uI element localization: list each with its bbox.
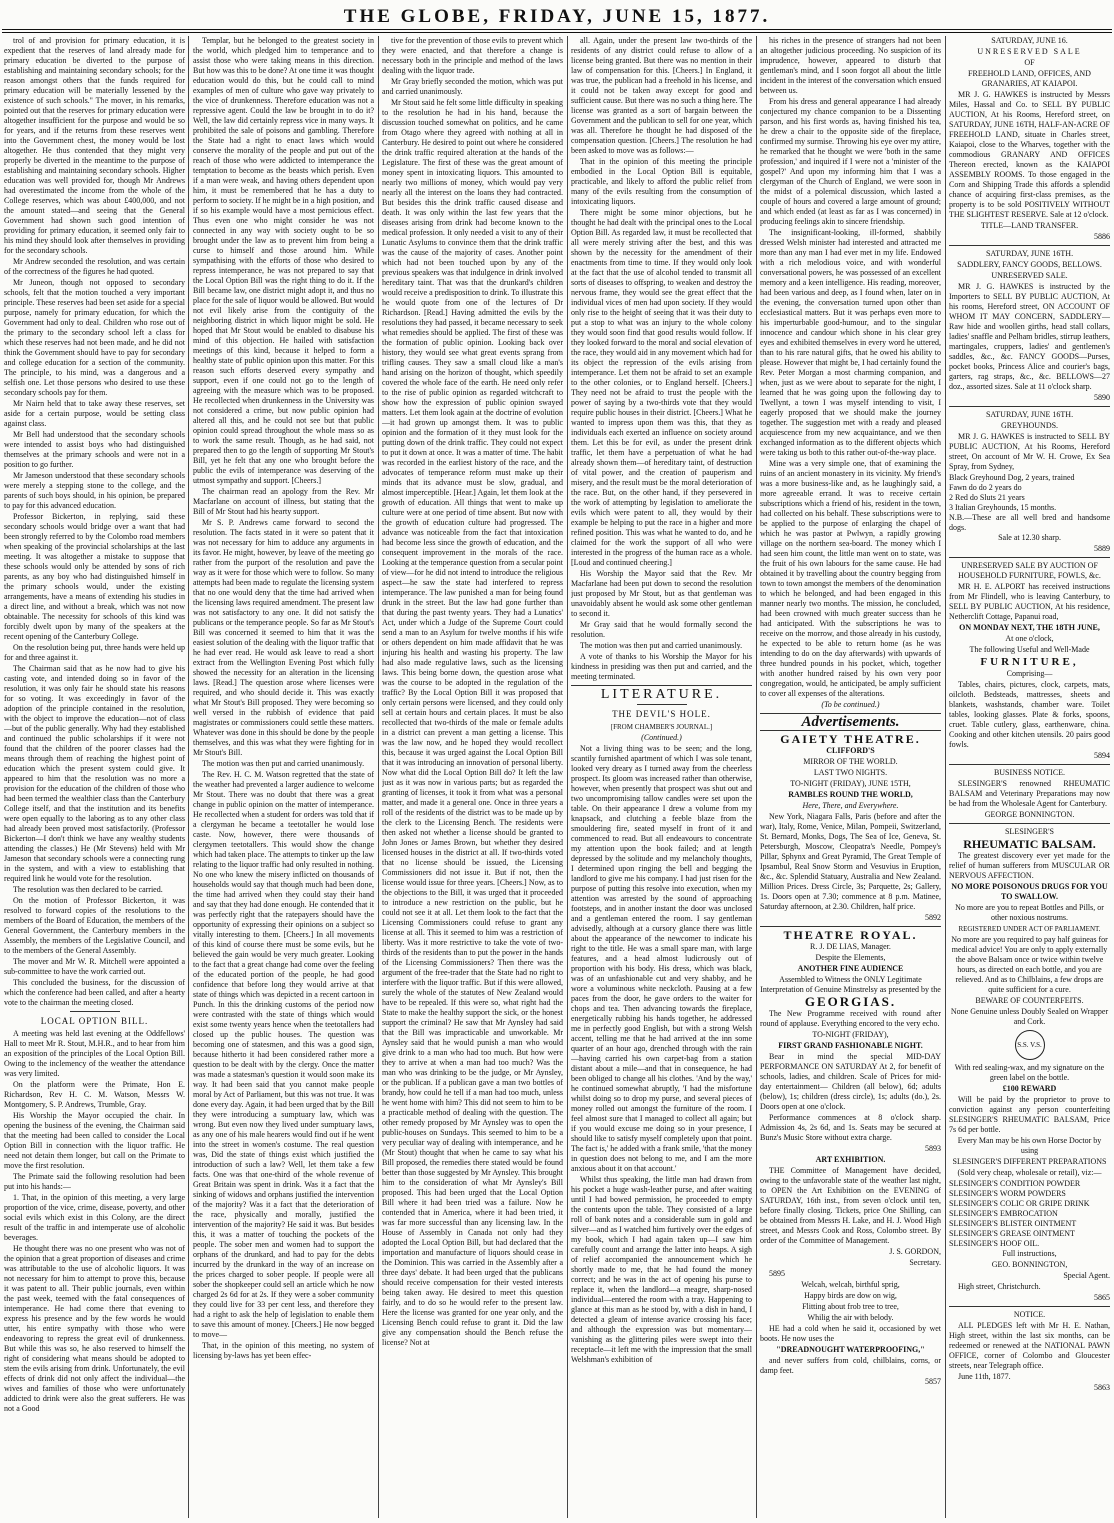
ad-name: "DREADNOUGHT WATERPROOFING," bbox=[776, 1345, 925, 1354]
list-item: SLESINGER'S GREASE OINTMENT bbox=[949, 1229, 1075, 1238]
paragraph: trol of and provision for primary education, it is expedient that the reserves of land already made for primary education be diverted to the purpose of establishing and maintaining secondary schools; for the reason amongst others that the funds required for primary education will be materially lessened by the existence of such schools." The mover, in his remarks, pointed out that the reserves for primary education were altogether insufficient for the purpose and would be so for years, and if the returns from these reserves went into the Government chest, the money would be lost altogether. He thus contended that they might very properly be diverted in the meantime to the purpose of establishing and maintaining secondary schools. Higher education was well provided for, though Mr Andrews had overestimated the income from the whole of the College reserves, which was about £400,000, and not the amount stated—and seeing that the General Government had shown such good intention of providing for primary education, it seemed only fair to his mind they should look after themselves in providing for the secondary schools. bbox=[4, 36, 185, 255]
ad-body: THE Committee of Management have decided, owing to the unfavorable state of the weather last night, to OPEN the Art Exhibition on the EVENING of SATURDAY, 16th inst., from seven o'clock until ten, before finally closing. Tickets, price One Shilling, can be obtained from Messrs H. Lake, and H. J. Wood High street, and Messrs Cook and Ross, Colombo street. By order of the Committee of Management. bbox=[760, 1166, 941, 1245]
ad-date: SATURDAY, JUNE 16TH. bbox=[985, 410, 1074, 419]
ad-ref: 5865 bbox=[1094, 1293, 1110, 1302]
paragraph: his riches in the presence of strangers had not been an altogether judicious proceeding. No suspicion of its imprudence, however, appeared to disturb that gentleman's mind, and I soon forgot all about the little incident in the interest of the conversation which ensued between us. bbox=[760, 36, 941, 95]
list-item: 3 Italian Greyhounds, 15 months. bbox=[949, 503, 1057, 512]
ad-line: The following Useful and Well-Made bbox=[969, 645, 1090, 654]
divider bbox=[760, 926, 941, 927]
paragraph: tive for the prevention of those evils to prevent which they were enacted, and that therefore a change is necessary both in the principle and method of the laws dealing with the liquor trade. bbox=[382, 36, 563, 75]
list-item: SLESINGER'S BLISTER OINTMENT bbox=[949, 1219, 1077, 1228]
ad-line: FREEHOLD LAND, OFFICES, AND GRANARIES, AT KAIAPOI. bbox=[968, 69, 1091, 88]
ad-signature: GEO. BONNINGTON, bbox=[991, 1260, 1068, 1269]
column-1 bbox=[4, 36, 185, 1518]
ad-line: Here, There, and Everywhere. bbox=[802, 801, 899, 810]
paragraph: Mr Gray briefly seconded the motion, which was put and carried unanimously. bbox=[382, 77, 563, 96]
paragraph: There might be some minor objections, but he thought he had dealt with the principal ones to the Local Option Bill. As regarded law, it must be recollected that all were merely striving after the best, and this was shown by the necessity for the amendment of their enactments from time to time. If they would only look at the fact that the use of alcohol tended to transmit all sorts of diseases to offspring, to weaken and destroy the nervous frame, they would see the great effect that the individual vices of men had upon society. If they would only rise to the height of seeing that it was their duty to put a stop to what was an injury to the whole colony they would soon find that good results would follow. If they looked forward to the moral and social elevation of the race, they would aid in any movement which had for its object the repression of the evils arising from intemperance. Let them not be afraid to set an example to the other colonies, or to England herself. [Cheers.] They need not be afraid to trust the people with the power of saying by a two-thirds vote that they would require public houses in their district. [Cheers.] What he wanted to impress upon them was this, that they as individuals each exerted an influence on society around them. Let this be for evil, as under the present drink traffic, let them have a perpetuation of what he had already shown them—of hereditary taint, of destruction of vital power, and the creation of pauperism and misery, and the result must be the moral deterioration of the race. But, on the other hand, if they persevered in the work of attempting by legislation to ameliorate the evils which were patent to all, they would by their example be helping to put the race in a higher and more refined position. This was what he wanted to do, and he claimed for the work the support of all who were interested in the progress of the human race as a whole. [Loud and continued cheering.] bbox=[571, 208, 752, 567]
divider bbox=[949, 406, 1110, 407]
paragraph: Mine was a very simple one, that of examining the ruins of an ancient monastery in its vicinity. My friend's was a more business-like and, as he laughingly said, a more agreeable errand. It was to receive certain subscriptions which a friend of his, resident in the town, had collected on his behalf. These subscriptions were to be applied to the purpose of enlarging the chapel of which he was pastor at Pwlwyn, a rapidly growing village on the northern sea-board. The money which I had seen him count, the little man went on to state, was the fruit of his own labours for the same cause. He had obtained it by travelling about the country begging from town to town amongst the members of the denomination to which he belonged, and had been engaged in this manner nearly two months. The mission, he concluded, had been crowned with much greater success than he had anticipated. With the subscriptions he was to receive on the morrow, and those already in his custody, he expected to be able to return home (as he was intending to do on the day afterwards) with upwards of three hundred pounds in his pocket, which, together with another hundred raised by his own very poor congregation, would, he anticipated, be amply sufficient to cover all expenses of the alterations. bbox=[760, 459, 941, 698]
poem-line: Whilig the air with belody. bbox=[807, 1313, 894, 1322]
story-title: THE DEVIL'S HOLE. bbox=[612, 709, 711, 719]
paragraph: The Chairman said that as he now had to give his casting vote, and intended doing so in favor of the resolution, it was only fair he should state his reasons for so voting. It was exceedingly in favor of the adoption of the principle contained in the resolution, with the object to improve the education—not of class—but of the public generally. Why had they established and continued the public scholarships if it were not found that the children of the poorer classes had the means through them of reaching the highest point of education which the present system could give. It appeared to him that the resolution was no more a provision for the education of the children of those who had been termed the wealthier class than the Canterbury College itself, and that the institution and its benefits were open equally to the laboring as to any other class had already been proved most satisfactorily. (Professor Bickerton—I don't think we have any wealthy students attending the classes.) He (Mr Stevens) held with Mr Jameson that secondary schools were a connecting rung in the system, and with a view to establishing that required link he would vote for the resolution. bbox=[4, 664, 185, 883]
divider bbox=[949, 245, 1110, 246]
column-divider bbox=[945, 36, 946, 1518]
ad-body: The greatest discovery ever yet made for the relief of human sufferers from MUSCULAR OR NERVOUS AFFECTION. bbox=[949, 851, 1110, 880]
business-notice-ad bbox=[949, 768, 1110, 820]
divider bbox=[949, 1306, 1110, 1307]
ad-line: Assembled to Witness the ONLY Legitimate Interpretation of Genuine Minstrelsy as presented by the bbox=[760, 975, 941, 994]
ad-line: Full instructions, bbox=[1002, 1249, 1057, 1258]
ad-line: LAST TWO NIGHTS. bbox=[813, 768, 888, 777]
waterproofing-ad bbox=[760, 1324, 941, 1387]
list-item: Fawn do do 2 years do bbox=[949, 483, 1022, 492]
list-item: SLESINGER'S COLIC OR GRIPE DRINK bbox=[949, 1199, 1090, 1208]
ad-ref: 5894 bbox=[1094, 751, 1110, 760]
paragraph: The insignificant-looking, ill-formed, shabbily dressed Welsh minister had interested and attracted me more than any man I had ever met in my life. Endowed with a rich melodious voice, and with wonderful conversational powers, he was possessed of an excellent memory and a keen intelligence. His reading, moreover, had been various and deep, as I found when, later on in the evening, the conversation turned upon other than ecclesiastical matters. But it was perhaps even more to his imperturbable good-humour, and to the singular innocence and candour which shone in his clear grey eyes and exhibited themselves in every word he uttered, than to his rare natural gifts, that he owed his ability to please. However that might be, I had certainly found the Rev. Peter Morgan a most charming companion, and when, just as we were about to separate for the night, I learned that he was going upon the following day to Twellynt, a town I was myself intending to visit, I eagerly proposed that we should make the journey together. The suggestion met with a ready and pleased acquiescence from my new acquaintance, and we then exchanged information as to the different objects which were taking us both to this rather out-of-the-way place. bbox=[760, 228, 941, 457]
ad-line: MIRROR OF THE WORLD. bbox=[803, 757, 898, 766]
paragraph: The chairman read an apology from the Rev. Mr Macfarlane on account of illness, but stating that the Bill of Mr Stout had his hearty support. bbox=[193, 487, 374, 516]
ad-line: No more are you to repeat Bottles and Pills, or other noxious nostrums. bbox=[955, 903, 1104, 922]
ad-body: Will be paid by the proprietor to prove to conviction against any person counterfeiting SLESINGER'S RHEUMATIC BALSAM, Price 7s 6d per bottle. bbox=[949, 1095, 1110, 1134]
ad-body: Tables, chairs, pictures, clock, carpets, mats, oilcloth. Bedsteads, mattresses, sheets and blankets, washstands, chamber ware. Toilet tables, looking glasses. Plate & forks, spoons, cruet. Table cutlery, glass, earthenware, china. Cooking and other kitchen utensils. 20 pairs good fowls. bbox=[949, 680, 1110, 749]
ad-line: NO MORE POISONOUS DRUGS FOR YOU TO SWALLOW. bbox=[951, 882, 1108, 901]
ad-body: and never suffers from cold, chilblains, corns, or damp feet. bbox=[760, 1356, 941, 1375]
story-source: [FROM CHAMBER'S JOURNAL.] bbox=[610, 723, 713, 731]
literature-heading: LITERATURE. bbox=[600, 687, 723, 702]
ad-body: New York, Niagara Falls, Paris (before and after the war), Italy, Rome, Venice, Milan, Pompeii, Switzerland, St. Bernard, Monks, Dogs, The Sea of Ice, Geneva, St. Petersburgh, Moscow, Cleopatra's Needle, Pompey's Pillar, Sphynx and Great Pyramid, The Great Temple of Ipsambul, Real Snow Storm and Vesuvius in Eruption, &c., &c. Splendid Statuary, Australia and New Zealand. Million Prices. Dress Circle, 3s; Parquette, 2s; Gallery, 1s. Doors open at 7.30; commence at 8 p.m. Matinee, Saturday afternoon, at 2.30. Children, half price. bbox=[760, 812, 941, 911]
art-exhibition-ad bbox=[760, 1155, 941, 1279]
poem-line: Welcah, welcah, birthful sprig, bbox=[801, 1280, 900, 1289]
divider bbox=[760, 730, 941, 731]
theatre-royal-ad bbox=[760, 930, 941, 1154]
paragraph: Mr Juneon, though not opposed to secondary schools, felt that the motion touched a very important principle. These reserves had been set aside for a special purpose, namely for primary education, for which the Government had only to deal. Children who rose out of the primary to the secondary school left a class for which these reserves had not been made, and he did not think the Government should have to pay for secondary and college education for a section of the community. The principle, to his mind, was a dangerous and a selfish one. Let those persons who desired to use these secondary schools pay for them. bbox=[4, 278, 185, 397]
ad-title: GREYHOUNDS. bbox=[1000, 421, 1059, 430]
paragraph: The motion was then put and carried unanimously. bbox=[202, 759, 365, 768]
auction-ad-greyhounds bbox=[949, 410, 1110, 554]
ad-body: SLESINGER'S renowned RHEUMATIC BALSAM and Veterinary Preparations may now be had from the Wholesale Agent for Canterbury. bbox=[949, 779, 1110, 808]
ad-line: No more are you required to pay half guineas for medical advice! You are only to apply externally the above Balsam once or twice within twelve hours, as directed on each bottle, and you are relieved. And as to Chilblains, a few drops are quite sufficient for a cure. bbox=[951, 935, 1108, 994]
paragraph: The Primate said the following resolution had been put into his hands:— bbox=[4, 1172, 185, 1191]
list-item: N.B.—These are all well bred and handsome dogs. bbox=[949, 513, 1110, 532]
column-2 bbox=[193, 36, 374, 1518]
ad-date: SATURDAY, JUNE 16TH. bbox=[985, 249, 1074, 258]
ad-body: MR J. G. HAWKES is instructed by the Importers to SELL BY PUBLIC AUCTION, At his rooms, Hereford street, ON ACCOUNT OF WHOM IT MAY CONCERN, SADDLERY—Raw hide and woollen girths, head stall collars, ladies' snaffle and Pelham bridles, stirrup leathers, martingales, cruppers, ladies' and gentlemen's saddles, &c., &c. FANCY GOODS—Purses, pocket books, Princess Alice and courier's bags, garters, rag straps, &c., &c. BELLOWS—27 doz., assorted sizes. Sale at 11 o'clock sharp. bbox=[949, 282, 1110, 391]
masthead-rule bbox=[2, 32, 1112, 33]
ad-line: R. J. DE LIAS, Manager. bbox=[810, 942, 891, 951]
ad-ref: 5857 bbox=[925, 1377, 941, 1386]
divider bbox=[949, 823, 1110, 824]
ad-line: UNRESERVED SALE. bbox=[991, 271, 1068, 280]
ad-ref: 5863 bbox=[1094, 1383, 1110, 1392]
dog-list bbox=[949, 473, 1110, 533]
paragraph: A vote of thanks to his Worship the Mayor for his kindness in presiding was then put and carried, and the meeting terminated. bbox=[571, 652, 752, 681]
ad-ref: 5892 bbox=[925, 913, 941, 922]
list-item: SLESINGER'S EMBROCATION bbox=[949, 1209, 1058, 1218]
divider bbox=[949, 557, 1110, 558]
paragraph: That, in the opinion of this meeting, no system of licensing by-laws has yet been effec- bbox=[193, 1341, 374, 1360]
divider bbox=[70, 1011, 120, 1012]
poem-line: Happy birds are dow on wig, bbox=[804, 1291, 897, 1300]
paragraph: On the platform were the Primate, Hon E. Richardson, Rev H. C. M. Watson, Messrs W. Montgomery, S. P. Andrews, Trumble, Gray. bbox=[4, 1080, 185, 1109]
column-6 bbox=[949, 36, 1110, 1518]
ad-line: RAMBLES ROUND THE WORLD, bbox=[788, 790, 913, 799]
ad-line: CLIFFORD'S bbox=[826, 746, 875, 755]
ad-body: MR H. E. ALPORT has received instructions from Mr Flindell, who is leaving Canterbury, to SELL BY PUBLIC AUCTION, At his residence, Netherclift Cottage, Papanui road, bbox=[949, 582, 1110, 621]
ad-body: Bear in mind the special MID-DAY PERFORMANCE ON SATURDAY At 2, for benefit of schools, ladies, and children. Scale of Prices for mid-day entertainment— Children (all below), 6d; adults (below), 1s; children (dress circle), 1s; adults (do.), 2s. Doors open at one o'clock. bbox=[760, 1052, 941, 1111]
ad-line: TO-NIGHT (FRIDAY), bbox=[812, 1030, 889, 1039]
paragraph: The mover and Mr W. R. Mitchell were appointed a sub-committee to have the work carried out. bbox=[4, 957, 185, 976]
ad-line: SLESINGER'S bbox=[1004, 827, 1054, 836]
to-be-continued: (To be continued.) bbox=[821, 700, 880, 709]
ad-signature: J. S. GORDON, bbox=[889, 1247, 941, 1256]
ad-line: OF bbox=[1024, 58, 1035, 67]
paragraph: His Worship the Mayor said that the Rev. Mr Macfarlane had been put down to second the resolution just proposed by Mr Stout, but as that gentleman was unavoidably absent he would ask some other gentleman to second it. bbox=[571, 569, 752, 618]
list-item: SLESINGER'S WORM POWDERS bbox=[949, 1189, 1066, 1198]
ad-ref: 5889 bbox=[1094, 544, 1110, 553]
ad-line: Special Agent. bbox=[1063, 1271, 1110, 1280]
ad-title: NOTICE. bbox=[1013, 1310, 1046, 1319]
list-item: SLESINGER'S CONDITION POWDER bbox=[949, 1179, 1081, 1188]
paragraph: His Worship the Mayor occupied the chair. In opening the business of the evening, the Chairman said that the meeting had been called to consider the Local Option Bill in connection with the liquor traffic. He need not detain them longer, but call on the Primate to move the first resolution. bbox=[4, 1111, 185, 1170]
paragraph: The resolution was then declared to be carried. bbox=[13, 885, 163, 894]
column-divider bbox=[378, 36, 379, 1518]
ad-body: MR J. G. HAWKES is instructed by Messrs Miles, Hassal and Co. to SELL BY PUBLIC AUCTION, At his Rooms, Hereford street, on SATURDAY, JUNE 16TH, HALF-AN-ACRE OF FREEHOLD LAND, situate in Charles street, Kaiapoi, close to the Wharves, together with the commodious GRANARY AND OFFICES Thereon erected, known as the KAIAPOI ASSEMBLY ROOMS. To those engaged in the Corn and Shipping Trade this affords a splendid chance of acquiring first-class premises, as the property is to be sold POSITIVELY WITHOUT THE SLIGHTEST RESERVE. Sale at 12 o'clock. bbox=[949, 90, 1110, 219]
auction-ad-saddlery bbox=[949, 249, 1110, 403]
ad-ref: 5886 bbox=[1094, 232, 1110, 241]
ad-date: ON MONDAY NEXT, THE 18TH JUNE, bbox=[959, 623, 1100, 632]
ad-line: Despite the Elements, bbox=[815, 953, 886, 962]
pledges-notice-ad bbox=[949, 1310, 1110, 1393]
paragraph: That in the opinion of this meeting the principle embodied in the Local Option Bill is equitable, practicable, and likely to afford the public relief from many of the evils resulting from the consumption of intoxicating liquors. bbox=[571, 157, 752, 206]
ad-date: SATURDAY, JUNE 16. bbox=[991, 36, 1068, 45]
list-item: SLESINGER'S HOOF OIL. bbox=[949, 1239, 1040, 1248]
ad-line: TO-NIGHT (FRIDAY), JUNE 15TH, bbox=[790, 779, 911, 788]
paragraph: 1. That, in the opinion of this meeting, a very large proportion of the vice, crime, disease, poverty, and other social evils which exist in this Colony, are the direct result of the traffic in and intemperate use of alcoholic beverages. bbox=[4, 1193, 185, 1242]
ad-body: HE had a cold when he said it, occasioned by wet boots. He now uses the bbox=[760, 1324, 941, 1343]
paragraph: A meeting was held last evening at the Oddfellows' Hall to meet Mr R. Stout, M.H.R., and to hear from him an exposition of the principles of the Local Option Bill. Owing to the inclemency of the weather the attendance was very limited. bbox=[4, 1029, 185, 1078]
masthead-rule bbox=[2, 29, 1112, 30]
ad-body: ALL PLEDGES left with Mr H. E. Nathan, High street, within the last six months, can be redeemed or renewed at the NATIONAL PAWN OFFICE, corner of Colombo and Gloucester streets, near Telegraph office. bbox=[949, 1321, 1110, 1370]
ad-date: June 11th, 1877. bbox=[958, 1372, 1011, 1381]
paragraph: Mr Nairn held that to take away these reserves, set aside for a certain purpose, would be setting class against class. bbox=[4, 399, 185, 428]
ad-name: GEORGIAS. bbox=[804, 994, 897, 1009]
ad-line: Every Man may be his own Horse Doctor by using bbox=[957, 1136, 1102, 1155]
paragraph: The Rev. H. C. M. Watson regretted that the state of the weather had prevented a larger audience to welcome Mr Stout. There was no doubt that there was a great change in public opinion on the matter of intemperance. He recollected when a student for orders was told that if a clergyman he became a teetotaller he would lose caste. Now, however, there were thousands of clergymen teetotallers. This would show the change which had taken place. The attempts to tinker up the law relating to the liquor traffic had only resulted in nothing. No one who knew the misery inflicted on thousands of households would say that though much had been done, the time had arrived when they could stay their hand and say that they had done enough. He contended that it was perfectly right that the ratepayers should have the opportunity of expressing their opinions on a subject so vitally interesting to them. [Cheers.] In all movements of this kind of course there must be some evils, but he believed the gain would be very much greater. Looking to the fact that a great change had come over the feeling of the educated portion of the people, he had good confidence that before long they would arrive at that state of things which was depicted in a recent cartoon in Punch. In this the drinking customs of the period now were contrasted with the state of things which would exist some twenty years hence when the teetotallers had closed up the public houses. The question was becoming one of statesmen, and this was a good sign, because hitherto it had been considered rather more a question to be dealt with by the clergy. Once the matter was made a statesman's question it would soon make its way. It had been said that you cannot make people moral by Act of Parliament, but this was not true. It was done every day. Again, it had been urged that by the Bill they were introducing a sumptuary law, which was wrong. But even now they lived under sumptuary laws, as any one of his male hearers would find out if he went into the street in women's costume. The real question was, Did the state of things exist which justified the introduction of such a law? Well, let them take a few facts. One was that one-third of the whole revenue of Great Britain was spent in drink. Was it a fact that the sinking of widows and orphans justified the intervention of the majority? Was it a fact that the deterioration of the race, physically and morally, justified the intervention of the majority? He said it was. But besides this, it was a matter of touching the pockets of the people. The sober men and women had to support the orphans of the drunkard, and had to pay for the debts incurred by the drunkard in the way of an increase on the prices charged to sober people. If people were all sober the shopkeeper could sell an article which he now charged 2s 6d for at 2s. If they were a sober community they could live for 33 per cent less, and therefore they had a right to ask the help of legislation to enable them to save this amount of money. [Cheers.] He now begged to move— bbox=[193, 770, 374, 1339]
ad-body: The New Programme received with round after round of applause. Everything encored to the very echo. bbox=[760, 1009, 941, 1028]
paragraph: all. Again, under the present law two-thirds of the residents of any district could refuse to allow of a license being granted. But there was no mention in their law of compensation for this. [Cheers.] In England, it was true, the publican had a freehold in his license, and it could not be taken away except for good and sufficient cause. But there was no such a thing here. The license was granted as a sort of bargain between the Government and the publican to sell for one year, which was all. Therefore he thought he had disposed of the compensation question. [Cheers.] The resolution he had been asked to move was as follows:— bbox=[571, 36, 752, 155]
ad-title: UNRESERVED SALE BY AUCTION OF HOUSEHOLD FURNITURE, FOWLS, &c. bbox=[958, 561, 1101, 580]
ad-line: TITLE—LAND TRANSFER. bbox=[980, 221, 1079, 230]
divider bbox=[571, 685, 752, 686]
ad-title: THEATRE ROYAL. bbox=[783, 928, 918, 942]
paragraph: Mr Gray said that he would formally second the resolution. bbox=[571, 620, 752, 639]
poem-line: Flitting about frob tree to tree, bbox=[802, 1302, 899, 1311]
article-heading: LOCAL OPTION BILL. bbox=[40, 1016, 149, 1026]
ad-signature: Secretary. bbox=[909, 1258, 941, 1267]
list-item: Black Greyhound Dog, 2 years, trained bbox=[949, 473, 1075, 482]
list-item: 2 Red do Sluts 21 years bbox=[949, 493, 1025, 502]
paragraph: Mr Andrew seconded the resolution, and was certain of the correctness of the figures he had quoted. bbox=[4, 257, 185, 276]
ad-big: FURNITURE, bbox=[980, 656, 1079, 668]
ad-body: Performance commences at 8 o'clock sharp. Admission 4s, 2s 6d, and 1s. Seats may be secured at Bunz's Music Store without extra charge. bbox=[760, 1113, 941, 1142]
ad-line: High street, Christchurch. bbox=[958, 1282, 1041, 1291]
paragraph: He thought there was no one present who was not of the opinion that a great proportion of diseases and crime was attributable to the use of alcoholic liquors. It was not necessary for him to attempt to prove this, because it was patent to all. Their public journals, even within the past week, teemed with the fatal consequences of intemperance. He had come there that evening to express his presence and by the few words he would utter, his entire sympathy with those who were endeavoring to repress the great evil of drunkenness. But while this was so, he also reserved to himself the right of considering what means should be adopted to stem the evils arising from drink. Unfortunately, the evil effects of drink did not only affect the individual—the wives and families of those who were unfortunately addicted to drink were also the great sufferers. He was not a Good bbox=[4, 1244, 185, 1413]
paragraph: Mr Stout said he felt some little difficulty in speaking to the resolution he had in his hand, because the discussion touched somewhat on politics, and he came from Otago where they agreed with nothing at all in Canterbury. He desired to point out where he considered the drink traffic required alteration at the hands of the Legislature. The first of these was the great amount of money spent in intoxicating liquors. This amounted to nearly two millions of money, which would pay very nearly all the interest on the loans they had contracted. But besides this the drink traffic caused disease and death. It was only within the last few years that the diseases arising from drink had become known to the medical profession. It only needed a visit to any of their Lunatic Asylums to convince them that the drink traffic was the cause of the majority of cases. Another point which had not been touched upon by any of the previous speakers was that indulgence in drink involved hereditary taint. That was that the drunkard's children would receive a predisposition to drink. To illustrate this he would quote from one of the lectures of Dr Richardson. [Read.] Having admitted the evils by the resolutions they had passed, it became necessary to seek what remedies should be applied. The first of these was the formation of public opinion. Looking back over history, they would see what great events sprang from trifling causes. They saw a small cloud like a man's hand arising on the horizon of thought, which speedily covered the whole face of the earth. He need only refer to the rise of public opinion as regarded witchcraft to show how the expression of public opinion swayed matters. Let them look again at the doctrine of evolution—it had grown up amongst them. It was to public opinion and the formation of it they must look for the putting down of the drink traffic. They could not expect to put it down at once. It was a matter of time. The habit was recorded in the earliest history of the race, and the advocates of temperance reform must make up their minds that its advance must be slow, gradual, and almost imperceptible. [Hear.] Again, let them look at the growth of education. All things that went to make up culture were at one period of time absent. But now with the growth of education culture had progressed. The advance was noticeable from the fact that intoxication had become less since the growth of education, and the consequent improvement in the morals of the race. Looking at the temperance question from a secular point of view—for he did not intend to introduce the religious aspect—he saw the state had interfered to repress intemperance. The law punished a man for being found drunk in the street. But the law had gone further than that during the past twenty years. They had a Lunatics' Act, under which a Judge of the Supreme Court could send a man to an Asylum for twelve months if his wife or others dependent on him made affidavit that he was injuring his health and wasting his property. The law had also made regulative laws, such as the licensing laws. This being borne down, the question arose what was the course to be adopted in the regulation of the traffic? By the Local Option Bill it was proposed that only certain persons were licensed, and they could only sell at certain hours and certain places. It must be also recollected that two-thirds of the male or female adults in a district can prevent a man getting a license. This was the law now, and he hoped they would recollect this, because it was urged against the Local Option Bill that it was introducing an innovation of personal liberty. Now what did the Local Option Bill do? It left the law just as it was now in various parts; but as regarded the granting of licenses, it took it from what was a personal matter, and made it a general one. Once in three years a roll of the residents of the district was to be made up by the clerk to the Licensing Bench. The residents were then asked not whether a license should be granted to John Jones or James Brown, but whether they desired licensed houses in the district at all. If two-thirds voted that no license should be issued, the Licensing Commissioners did not issue it. But if not, then the license would issue for three years. [Cheers.] Now, as to the objections to the Bill, it was urged that it proceeded to introduce a new restriction on the public, but he could not see it at all. Let them look to the fact that the Licensing Commissioners could refuse to grant any license at all. This it seemed to him was a restriction of liberty. Was it more restrictive to take the vote of two-thirds of the residents than to put the power in the hands of the Licensing Commissioners? Then there was the argument of the free-trader that the State had no right to interfere with the liquor traffic. But if this were allowed, surely the whole of the statutes of New Zealand would have to be repealed. If this were so, what right had the State to make the healthy support the sick, or the honest support the criminal? He saw that Mr Aynsley had said that the Bill was impracticable and unworkable. Mr Aynsley said that he would punish a man who would give drink to a man who had too much. But how were they to arrive at when a man had too much? Was the man who was drinking to be the judge, or Mr Aynsley, or the publican. If a publican gave a man two bottles of brandy, how could he tell if a man had too much, unless he went home with him? This did not seem to him to be a practicable method of dealing with the question. The other remedy proposed by Mr Aynsley was to open the public-houses on Sundays. This seemed to him to be a very peculiar way of dealing with intemperance, and he (Mr Stout) thought that when he came to say what his Bill proposed, the remedies there stated would be found better than those suggested by Mr Aynsley. This brought him to the consideration of what Mr Aynsley's Bill proposed. This had been urged that the Local Option Bill where it had been tried was a failure. Now he contended that in America, where it had been tried, it was far more successful than any licensing law. In the House of Assembly in Canada not only had they adopted the Local Option Bill, but had declared that the importation and manufacture of liquors should cease in the Dominion. This was carried in the Assembly after a three days' debate. It had been urged that the publicans should receive compensation for their vested interests being taken away. He desired to meet this question fairly, and to do so he would refer to the present law. Here the license was granted for one year only, and the Licensing Bench could refuse to grant it. Did the law give any compensation should the Bench refuse the license? Not at bbox=[382, 98, 563, 1347]
ad-title: UNRESERVED SALE bbox=[977, 47, 1082, 56]
paragraph: Not a living thing was to be seen; and the long, scantily furnished apartment of which I was sole tenant, looked very dreary as I turned away from the cheerless prospect. Its gloom was increased rather than otherwise, however, when presently that prospect was shut out and two uncompromising tallow candles were set upon the table. On their appearance I drew a volume from my knapsack, and clutching a feeble blaze from the smouldering fire, seated myself in front of it and commenced to read. But all endeavours to concentrate my attention upon the book failed; and at length depressed by the solitude and my melancholy thoughts, I determined upon ringing the bell and begging the landlord to give me his company. I had just risen for the purpose of putting this resolve into execution, when my attention was arrested by the sound of approaching footsteps, and in another instant the door was unclosed and a gentleman entered the room. I say gentleman advisedly, although at a cursory glance there was little about the appearance of the newcomer to indicate his right to the title. He was a small spare man, with large features, and a head almost ludicrously out of proportion with his body. His dress, which was black, was of an unfashionable cut and very shabby, and he wore a voluminous white neckcloth. Pausing at a few paces from the door, he gave orders to the waiter for chops and tea. Then advancing towards the fireplace, energetically rubbing his hands together, he addressed me in perfectly good English, but with a strong Welsh accent, telling me that he had arrived at the inn some quarter of an hour ago, drenched through with the rain—having carried his own carpet-bag from a station distant about a mile—and that in consequence, he had been obliged to change all his clothes. 'And by the way,' he continued somewhat abruptly, 'I had the misfortune whilst doing so to drop my purse, and several pieces of money rolled out amongst the furniture of the room. I feel almost sure that I managed to collect all again; but if you would excuse me doing so in your presence, I should like to satisfy myself completely upon that point. The fact is,' he added with a frank smile, 'that the money in question does not belong to me, and I am the more anxious about it on that account.' bbox=[571, 744, 752, 1173]
ad-line: ANOTHER FINE AUDIENCE bbox=[797, 964, 904, 973]
paragraph: Mr Jameson understood that these secondary schools were merely a stepping stone to the college, and the parents of such boys should, in his opinion, be prepared to pay for this advanced education. bbox=[4, 471, 185, 510]
divider bbox=[637, 704, 687, 705]
rheumatic-balsam-ad bbox=[949, 827, 1110, 1303]
ad-line: (Sold very cheap, wholesale or retail), viz:— bbox=[957, 1168, 1102, 1177]
ad-big: RHEUMATIC BALSAM. bbox=[963, 837, 1096, 851]
paragraph: Mr S. P. Andrews came forward to second the resolution. The facts stated in it were so patent that it was not necessary for him to adduce any arguments in its favor. He might, however, by leave of the meeting go rather from the purport of the resolution and pave the way as it were for those which were to follow. So many attempts had been made to regulate the licensing system that no one would deny that the time had arrived when the licensing laws required amendment. The present law was not satisfactory to any one. It did not satisfy the publicans or the temperance people. So far as Mr Stout's Bill was concerned it seemed to him that it was the easiest solution of the dealing with the liquor traffic that he had ever read. He would ask leave to read a short extract from the Wellington Evening Post which fully showed the necessity for an alteration in the licensing laws. [Read.] The question arose where licenses were required, and who should decide it. This was exactly what Mr Stout's Bill proposed. They were becoming so well versed in the rubbish of evidence that paid magistrates or commissioners could settle these matters. Whatever was done in this should be done by the people themselves, and this was what they were fighting for in Mr Stout's Bill. bbox=[193, 518, 374, 757]
preparations-list bbox=[949, 1179, 1110, 1249]
ad-line: Comprising— bbox=[1006, 669, 1053, 678]
ad-line: SLESINGER'S DIFFERENT PREPARATIONS bbox=[952, 1157, 1107, 1166]
paragraph: The motion was then put and carried unanimously. bbox=[580, 641, 743, 650]
masthead bbox=[0, 0, 1114, 30]
advertisements-heading: Advertisements. bbox=[801, 714, 900, 730]
paragraph: Whilst thus speaking, the little man had drawn from his pocket a huge wash-leather purse, and after waiting until I had bowed permission, he proceeded to empty the contents upon the table. They consisted of a large roll of bank notes and a considerable sum in gold and silver—and as I watched him furtively over the edges of my book, which I had again taken up—I saw him carefully count and arrange the latter into heaps. A sigh of relief accompanied the announcement which he shortly made to me, that he had found the money correct; and he was in the act of opening his purse to replace it, when the landlord—a meagre, sharp-nosed individual—entered the room with a tray. Happening to glance at this man as he stood by, with a dish in hand, I detected a gleam of intense avarice crossing his face; and although the expression was but momentary—vanishing as the glittering piles were swept into their receptacle—it left me with the impression that the small Welshman's exhibition of bbox=[571, 1175, 752, 1364]
ad-line: £100 REWARD bbox=[1002, 1084, 1057, 1093]
ad-line: At one o'clock, bbox=[1005, 634, 1054, 643]
ad-line: With red sealing-wax, and my signature on the green label on the bottle. bbox=[954, 1063, 1105, 1082]
ad-title: GAIETY THEATRE. bbox=[780, 732, 921, 746]
paragraph: Templar, but he belonged to the greatest society in the world, which pledged him to temperance and to assist those who were taking means in this direction. But how was this to be done? At one time it was thought education would do this, but he could call to mind examples of men of culture who gave way privately to the vice of drunkenness. Therefore education was not a repressive agent. Could the law be brought in to do it? Well, the law did certainly repress vice in many ways. It prohibited the sale of poisons and gambling. Therefore the State had a right to enact laws which would conserve the morality of the people and put out of the reach of those who were addicted to intemperance the temptation to become as the beasts which perish. Even if a man were weak, and having others dependent upon him, it must be remembered that he has a duty to perform to society. If he might be in a high position, and if so his example would have a most pernicious effect. Thus even one who might consider he was not connected in any way with society ought to be so brought under the law as to prevent him from being a curse to himself and those around him. While sympathising with the efforts of those who desired to repress intemperance, he was not prepared to say that the Local Option Bill was the right thing to do it. If the Bill became law, one district might adopt it, and thus no place for the sale of liquor would be allowed. But would not evil likely arise from the contiguity of the neighboring district in which liquor might be sold. He hoped that Mr Stout would be enabled to disabuse his mind of this objection. He hailed with satisfaction meetings of this kind, because it helped to form a healthy state of public opinion upon this matter. For this reason such efforts deserved every sympathy and support, even if one could not go to the length of agreeing with the measure which was to be proposed. He recollected when drunkenness in the University was not considered a crime, but now public opinion had altered all this, and he could not see but that public opinion could spread throughout the whole mass so as to work the same result. Though, as he had said, not prepared then to go the length of supporting Mr Stout's Bill, yet he felt that any one who brought before the public the evils of intemperance was deserving of the utmost sympathy and support. [Cheers.] bbox=[193, 36, 374, 485]
ad-ref: 5890 bbox=[1094, 393, 1110, 402]
gaiety-theatre-ad bbox=[760, 734, 941, 923]
divider bbox=[949, 764, 1110, 765]
ad-signature: GEORGE BONNINGTON. bbox=[984, 810, 1075, 819]
ad-title: SADDLERY, FANCY GOODS, BELLOWS. bbox=[957, 260, 1102, 269]
ad-line: None Genuine unless Doubly Sealed on Wrapper and Cork. bbox=[950, 1007, 1109, 1026]
paragraph: On the motion of Professor Bickerton, it was resolved to forward copies of the resolutions to the members of the Board of Education, the members of the General Government, the Canterbury members in the Assembly, the members of the Legislative Council, and to the members of the General Assembly. bbox=[4, 896, 185, 955]
column-divider bbox=[756, 36, 757, 1518]
ad-line: BEWARE OF COUNTERFEITS. bbox=[975, 996, 1084, 1005]
ad-title: ART EXHIBITION. bbox=[815, 1155, 886, 1164]
auction-ad-kaiapoi bbox=[949, 36, 1110, 242]
paragraph: This concluded the business, for the discussion of which the conference had been called, and after a hearty vote to the chairman the meeting closed. bbox=[4, 978, 185, 1007]
poem bbox=[760, 1280, 941, 1323]
seal-stamp: S.S. V.S. bbox=[1015, 1030, 1045, 1060]
paragraph: On the resolution being put, three hands were held up for and three against it. bbox=[4, 643, 185, 662]
column-3 bbox=[382, 36, 563, 1518]
paragraph: Mr Bell had understood that the secondary schools were intended to assist boys who had distinguished themselves at the primary schools and were not in a position to go further. bbox=[4, 430, 185, 469]
ad-body: MR J. G. HAWKES is instructed to SELL BY PUBLIC AUCTION, At his Rooms, Hereford street, On account of Mr W. H. Crowe, Ex Sea Spray, from Sydney, bbox=[949, 432, 1110, 471]
furniture-auction-ad bbox=[949, 561, 1110, 761]
ad-line: Sale at 12.30 sharp. bbox=[998, 533, 1061, 542]
column-divider bbox=[188, 36, 189, 1518]
paragraph: From his dress and general appearance I had already conjectured my chance companion to be a Dissenting parson, and his first words as, having finished his tea, he drew a chair to the opposite side of the fireplace, confirmed my surmise. Throwing his eye over my attire, he remarked that he thought we were 'both in the same profession,' and inquired if I were not a 'minister of the gospel?' And upon my informing him that I was a clergyman of the Church of England, we were soon in the midst of a polemical discussion, which lasted a couple of hours and covered a large amount of ground; and which ended (at least as far as I was concerned) in producing feelings akin to sincere friendship. bbox=[760, 97, 941, 226]
story-continued: (Continued.) bbox=[641, 733, 682, 742]
ad-ref: 5893 bbox=[925, 1144, 941, 1153]
paragraph: Professor Bickerton, in replying, said these secondary schools would bridge over a want that had been strongly referred to by the Colombo road members when speaking of the provincial scholarships at the last meeting. It was altogether a mistake to suppose that these schools would only be attended by sons of rich parents, as any boy who had distinguished himself in the primary schools would, under the existing arrangements, have a means of extending his studies in a direct line, and without a break, which was not now obtainable. The necessity for schools of this kind was forcibly dwelt upon by many of the speakers at the recent opening of the Canterbury College. bbox=[4, 512, 185, 641]
column-5 bbox=[760, 36, 941, 1518]
column-divider bbox=[567, 36, 568, 1518]
page-title: THE GLOBE, FRIDAY, JUNE 15, 1877. bbox=[343, 6, 771, 27]
ad-title: BUSINESS NOTICE. bbox=[993, 768, 1066, 777]
ad-ref: 5895 bbox=[769, 1269, 785, 1278]
column-4 bbox=[571, 36, 752, 1518]
ad-line: REGISTERED UNDER ACT OF PARLIAMENT. bbox=[958, 925, 1101, 933]
ad-line: FIRST GRAND FASHIONABLE NIGHT. bbox=[778, 1041, 923, 1050]
